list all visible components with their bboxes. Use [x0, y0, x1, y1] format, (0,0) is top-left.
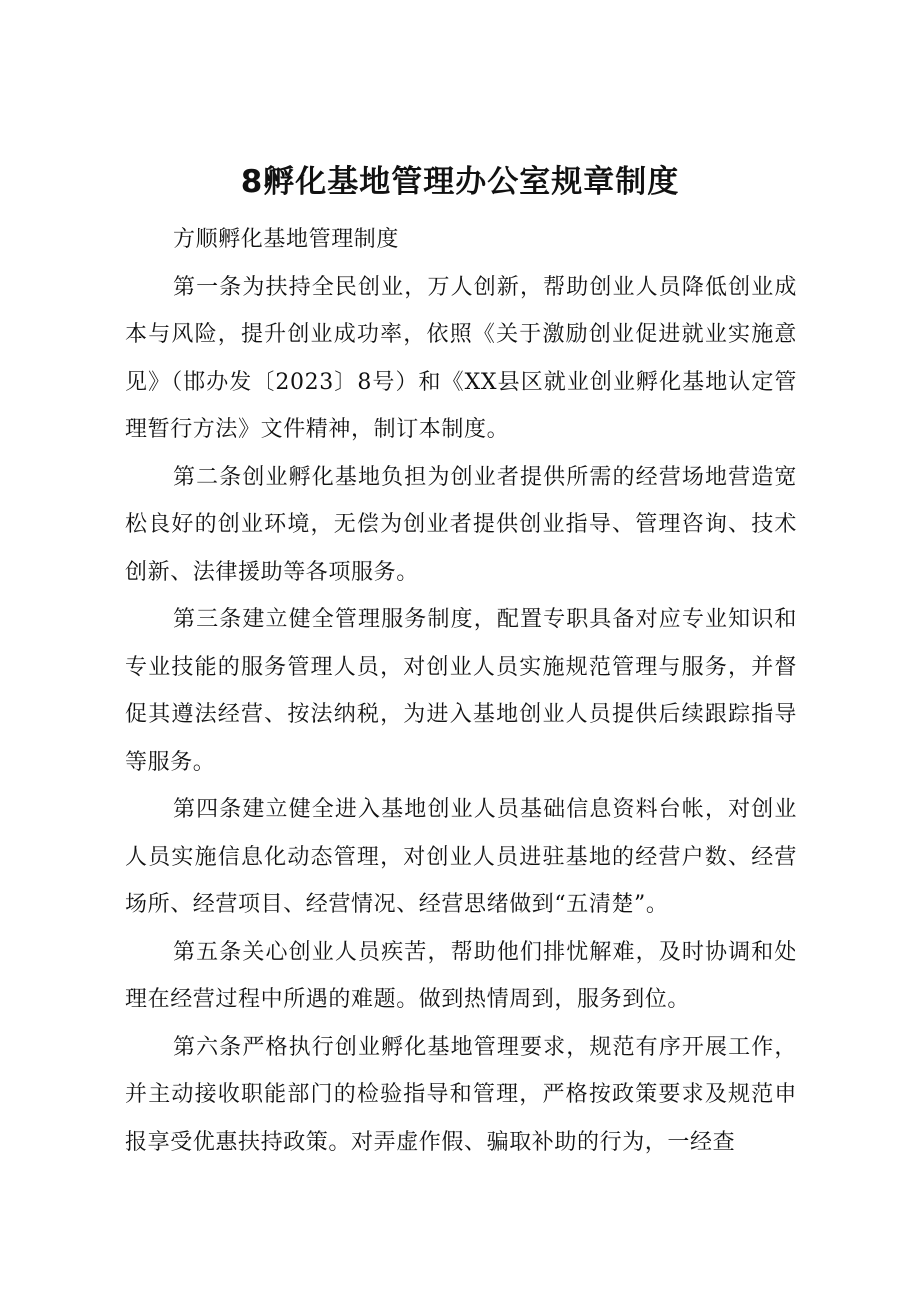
article-6-paragraph: 第六条严格执行创业孵化基地管理要求，规范有序开展工作，并主动接收职能部门的检验指导和管理，严格按政策要求及规范申报享受优惠扶持政策。对弄虚作假、骗取补助的行为，一经查 [125, 1034, 797, 1155]
article-4-paragraph: 第四条建立健全进入基地创业人员基础信息资料台帐，对创业人员实施信息化动态管理，对创业人员进驻基地的经营户数、经营场所、经营项目、经营情况、经营思绪做到“五清楚”。 [125, 797, 797, 917]
article-1-paragraph: 第一条为扶持全民创业，万人创新，帮助创业人员降低创业成本与风险，提升创业成功率，依照《关于激励创业促进就业实施意见》（邯办发〔2023〕8号）和《XX县区就业创业孵化基地认定管理暂行方法》文件精神，制订本制度。 [125, 274, 797, 442]
article-3-paragraph: 第三条建立健全管理服务制度，配置专职具备对应专业知识和专业技能的服务管理人员，对创业人员实施规范管理与服务，并督促其遵法经营、按法纳税，为进入基地创业人员提供后续跟踪指导等服务。 [125, 607, 797, 775]
article-5-paragraph: 第五条关心创业人员疾苦，帮助他们排忧解难，及时协调和处理在经营过程中所遇的难题。做到热情周到，服务到位。 [125, 939, 797, 1012]
article-2-paragraph: 第二条创业孵化基地负担为创业者提供所需的经营场地营造宽松良好的创业环境，无偿为创业者提供创业指导、管理咨询、技术创新、法律援助等各项服务。 [125, 464, 797, 585]
document-title: 8孵化基地管理办公室规章制度 [240, 164, 680, 200]
subtitle-paragraph: 方顺孵化基地管理制度 [173, 227, 400, 252]
document-body [125, 216, 797, 1166]
